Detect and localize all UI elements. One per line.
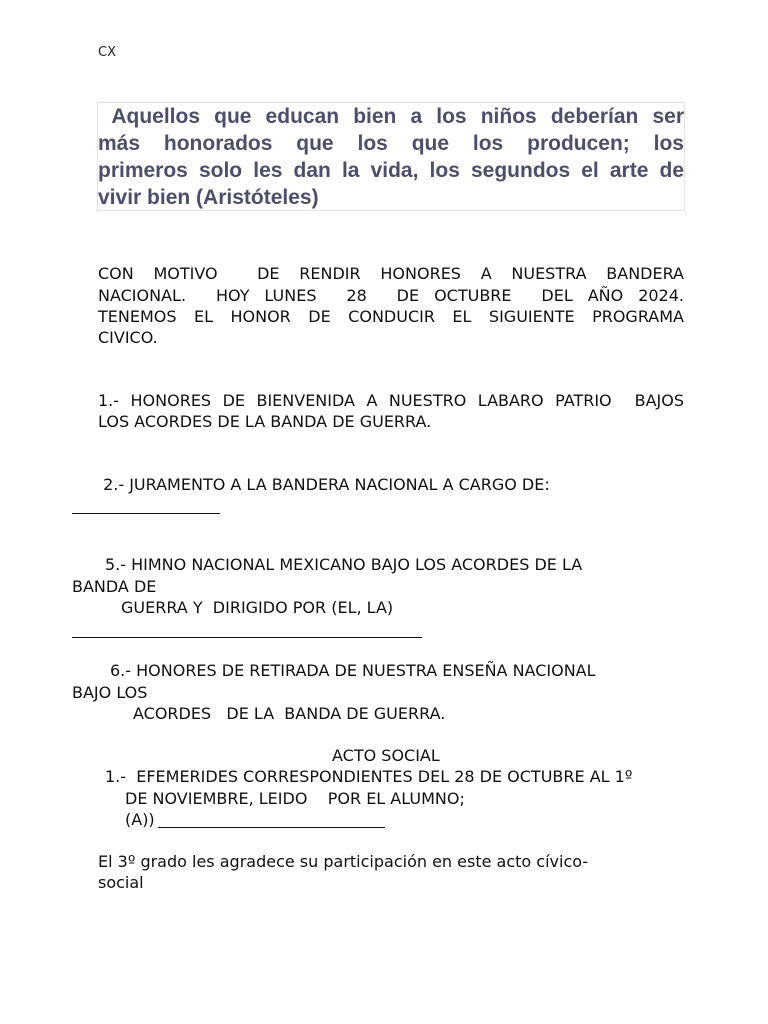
program-item-1-line-2: LOS ACORDES DE LA BANDA DE GUERRA.	[98, 412, 432, 431]
quote-line-3: primeros solo les dan la vida, los segundos el arte de	[98, 159, 684, 182]
signature-blank-2	[72, 637, 422, 638]
closing-line-2: social	[98, 873, 144, 892]
intro-line-2: NACIONAL. HOY LUNES 28 DE OCTUBRE DEL AÑO 2024.	[98, 286, 684, 305]
intro-line-4: CIVICO.	[98, 328, 158, 347]
signature-blank-1	[72, 513, 220, 514]
program-item-5-line-2: BANDA DE	[72, 577, 157, 596]
signature-blank-3	[158, 827, 385, 828]
social-heading: ACTO SOCIAL	[332, 746, 440, 765]
quote-line-1: Aquellos que educan bien a los niños deberían ser	[98, 105, 684, 128]
quote-line-4: vivir bien (Aristóteles)	[98, 186, 319, 209]
corner-mark: CX	[98, 45, 116, 60]
program-item-5-line-3: GUERRA Y DIRIGIDO POR (EL, LA)	[121, 598, 394, 617]
program-item-1-line-1: 1.- HONORES DE BIENVENIDA A NUESTRO LABARO PATRIO BAJOS	[98, 391, 684, 410]
quote-line-2: más honorados que los que los producen; los	[98, 132, 684, 155]
program-item-6-line-2: BAJO LOS	[72, 683, 148, 702]
program-item-6-line-3: ACORDES DE LA BANDA DE GUERRA.	[133, 704, 446, 723]
social-item-1-line-3: (A))	[125, 810, 155, 829]
social-item-1-line-1: 1.- EFEMERIDES CORRESPONDIENTES DEL 28 DE OCTUBRE AL 1º	[105, 767, 633, 786]
social-item-1-line-2: DE NOVIEMBRE, LEIDO POR EL ALUMNO;	[125, 789, 465, 808]
intro-line-1: CON MOTIVO DE RENDIR HONORES A NUESTRA BANDERA	[98, 264, 684, 283]
program-item-5-line-1: 5.- HIMNO NACIONAL MEXICANO BAJO LOS ACORDES DE LA	[105, 555, 583, 574]
closing-line-1: El 3º grado les agradece su participación en este acto cívico-	[98, 852, 589, 871]
intro-line-3: TENEMOS EL HONOR DE CONDUCIR EL SIGUIENTE PROGRAMA	[98, 307, 684, 326]
program-item-6-line-1: 6.- HONORES DE RETIRADA DE NUESTRA ENSEÑA NACIONAL	[110, 661, 596, 680]
program-item-2-line-1: 2.- JURAMENTO A LA BANDERA NACIONAL A CARGO DE:	[98, 475, 550, 494]
